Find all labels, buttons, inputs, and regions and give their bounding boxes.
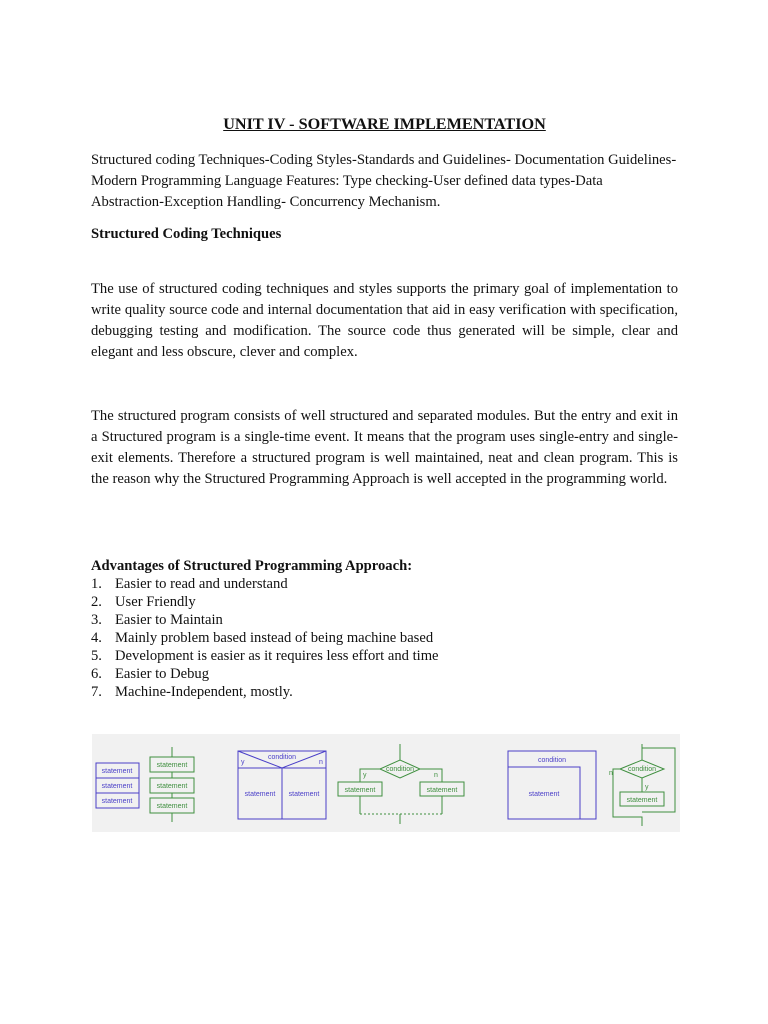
- list-text: Mainly problem based instead of being machine based: [115, 630, 434, 646]
- list-number: 3.: [91, 612, 102, 628]
- advantages-heading: Advantages of Structured Programming Approach:: [91, 558, 413, 574]
- list-text: Easier to Maintain: [115, 612, 223, 628]
- list-text: Development is easier as it requires less effort and time: [115, 648, 439, 664]
- list-number: 7.: [91, 684, 102, 700]
- sequence-flowchart: [150, 747, 194, 822]
- list-item: [91, 629, 439, 647]
- diagram-label: statement: [626, 797, 658, 804]
- list-number: 5.: [91, 648, 102, 664]
- list-text: Easier to read and understand: [115, 576, 288, 592]
- if-else-flowchart: [338, 744, 464, 824]
- diagram-label: n: [609, 770, 613, 777]
- list-item: [91, 665, 439, 683]
- diagram-label: y: [363, 772, 367, 779]
- diagram-label: statement: [156, 762, 188, 769]
- diagram-label: condition: [537, 757, 567, 764]
- diagram-label: condition: [385, 766, 415, 773]
- diagram-label: condition: [627, 766, 657, 773]
- list-item: [91, 611, 439, 629]
- list-number: 1.: [91, 576, 102, 592]
- diagram-label: n: [434, 772, 438, 779]
- diagram-label: statement: [101, 798, 133, 805]
- diagram-label: statement: [101, 783, 133, 790]
- advantages-list: [91, 575, 439, 701]
- page-title: UNIT IV - SOFTWARE IMPLEMENTATION: [223, 115, 546, 133]
- diagram-label: statement: [156, 803, 188, 810]
- diagram-label: condition: [267, 754, 297, 761]
- diagram-label: statement: [528, 791, 560, 798]
- while-loop-nassi-diagram: [508, 751, 596, 819]
- diagram-label: statement: [426, 787, 458, 794]
- sequence-block-diagram: [96, 763, 139, 808]
- list-number: 4.: [91, 630, 102, 646]
- diagram-label: statement: [244, 791, 276, 798]
- list-text: Machine-Independent, mostly.: [115, 684, 293, 700]
- diagram-label: statement: [101, 768, 133, 775]
- diagram-label: y: [241, 759, 245, 766]
- diagram-label: statement: [156, 783, 188, 790]
- list-text: Easier to Debug: [115, 666, 210, 682]
- list-text: User Friendly: [115, 594, 196, 610]
- list-number: 2.: [91, 594, 102, 610]
- diagram-label: statement: [344, 787, 376, 794]
- list-item: [91, 575, 439, 593]
- diagram-label: y: [645, 784, 649, 791]
- list-number: 6.: [91, 666, 102, 682]
- list-item: [91, 647, 439, 665]
- diagram-label: n: [319, 759, 323, 766]
- structured-programming-diagram: [92, 734, 680, 832]
- if-else-nassi-diagram: [238, 751, 326, 819]
- intro-paragraph: Structured coding Techniques-Coding Styles-Standards and Guidelines- Documentation Guidelines-Modern Programming Language Features: Type checking-User defined data types-Data Abstraction-Exception Handling- Concurrency Mechanism.: [91, 152, 677, 210]
- paragraph-1: The use of structured coding techniques and styles supports the primary goal of implementation to write quality source code and internal documentation that aid in easy verification with specification, debugging testing and modification. The source code thus generated will be simple, clear and elegant and less obscure, clever and complex.: [91, 281, 678, 360]
- paragraph-2: The structured program consists of well structured and separated modules. But the entry and exit in a Structured program is a single-time event. It means that the program uses single-entry and single-exit elements. Therefore a structured program is well maintained, neat and clean program. This is the reason why the Structured Programming Approach is well accepted in the programming world.: [91, 408, 678, 487]
- list-item: [91, 593, 439, 611]
- list-item: [91, 683, 439, 701]
- diagram-label: statement: [288, 791, 320, 798]
- while-loop-flowchart: [609, 744, 675, 826]
- section-heading: Structured Coding Techniques: [91, 226, 282, 242]
